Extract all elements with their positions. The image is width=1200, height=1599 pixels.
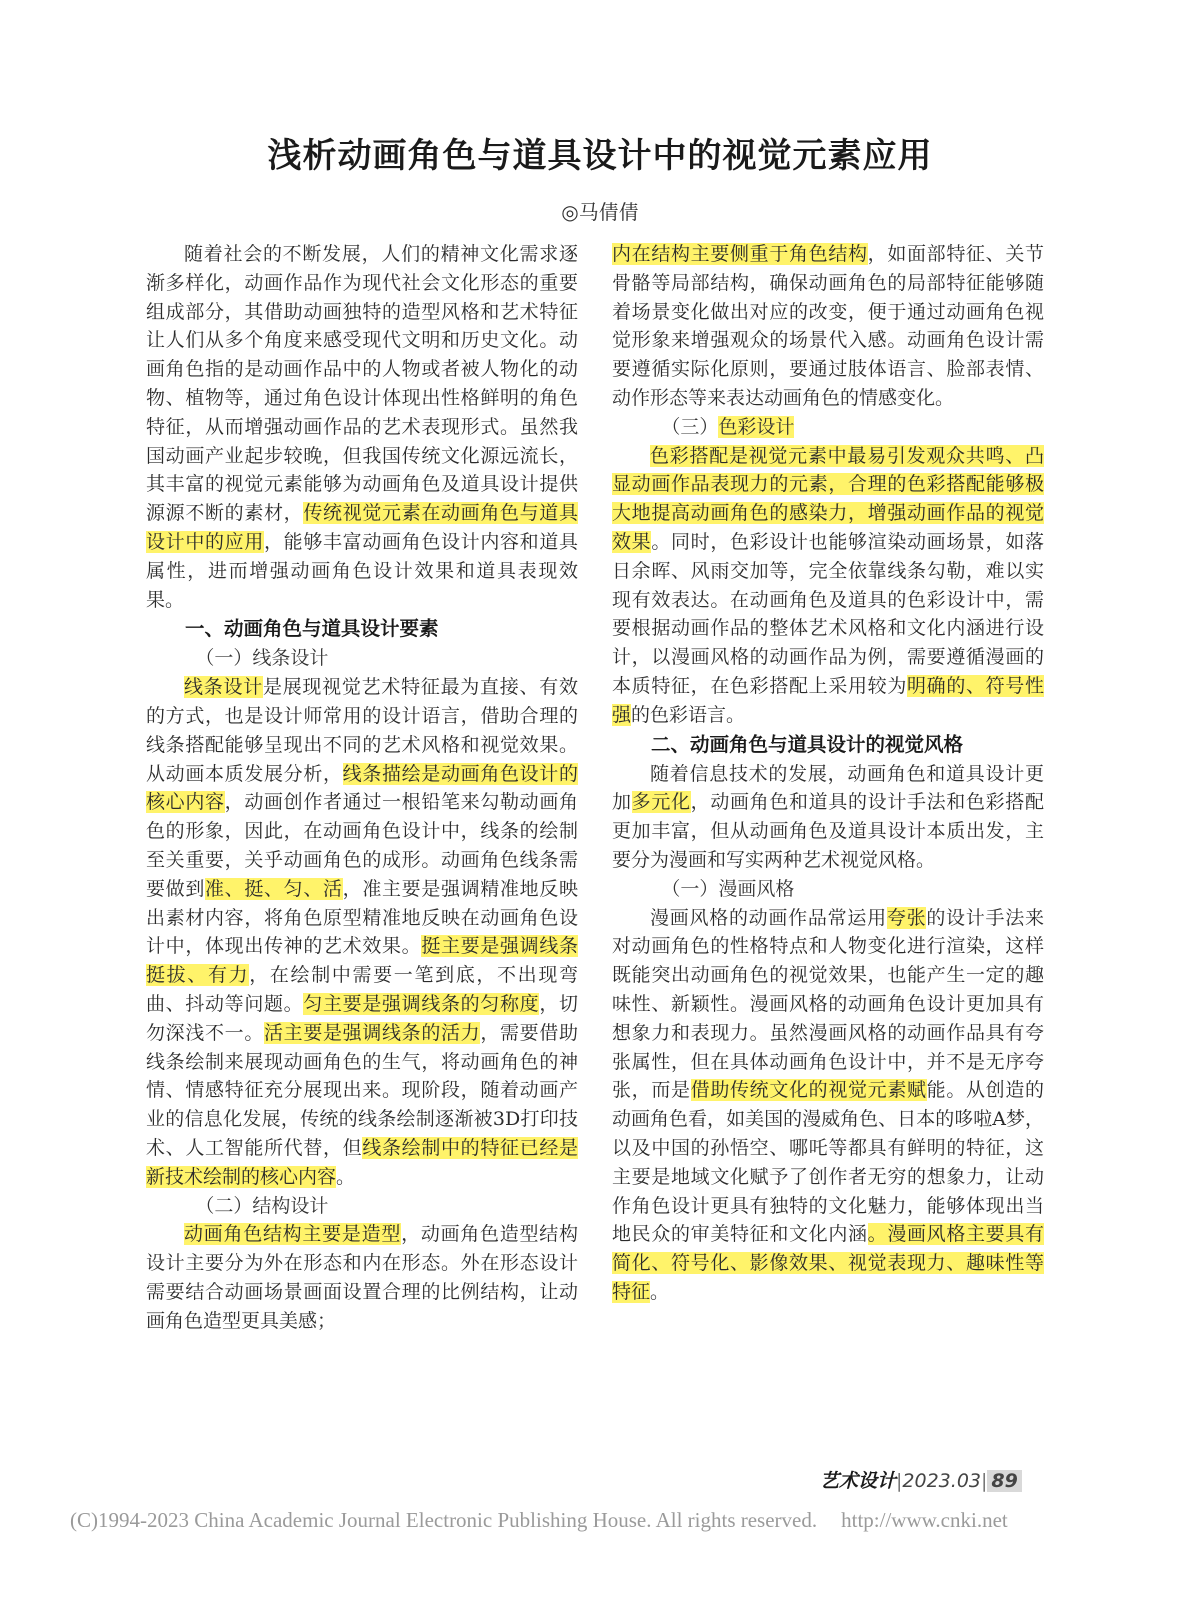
journal-separator: | bbox=[896, 1470, 903, 1492]
paragraph-structure-continued: 内在结构主要侧重于角色结构，如面部特征、关节骨骼等局部结构，确保动画角色的局部特征能够随着场景变化做出对应的改变，便于通过动画角色视觉形象来增强观众的场景代入感。动画角色设计需要遵循实际化原则，要通过肢体语言、脸部表情、动作形态等来表达动画角色的情感变化。 bbox=[612, 243, 1044, 409]
highlight: 明确的、符号性强 bbox=[612, 674, 1044, 726]
section-heading-1: 一、动画角色与道具设计要素 bbox=[185, 617, 439, 641]
highlight: 。漫画风格主要具有简化、符号化、影像效果、视觉表现力、趣味性等特征 bbox=[612, 1223, 1044, 1303]
paragraph-visual-style: 随着信息技术的发展，动画角色和道具设计更加多元化，动画角色和道具的设计手法和色彩搭配更加丰富，但从动画角色及道具设计本质出发，主要分为漫画和写实两种艺术视觉风格。 bbox=[612, 762, 1044, 871]
highlight: 挺主要是强调线条挺拔、有力 bbox=[146, 935, 578, 987]
subsection-heading-structure: （二）结构设计 bbox=[195, 1194, 329, 1217]
journal-issue-date: 2023.03 bbox=[902, 1470, 981, 1492]
highlight: 匀主要是强调线条的匀称度 bbox=[303, 992, 540, 1015]
highlight: 活主要是强调线条的活力 bbox=[264, 1021, 481, 1044]
article-title: 浅析动画角色与道具设计中的视觉元素应用 bbox=[267, 136, 933, 176]
subsection-heading-lines: （一）线条设计 bbox=[195, 647, 329, 670]
paragraph-line-design: 线条设计是展现视觉艺术特征最为直接、有效的方式，也是设计师常用的设计语言，借助合理的线条搭配能够呈现出不同的艺术风格和视觉效果。从动画本质发展分析，线条描绘是动画角色设计的核心内容，动画创作者通过一根铅笔来勾勒动画角色的形象，因此，在动画角色设计中，线条的绘制至关重要，关乎动画角色的成形。动画角色线条需要做到准、挺、匀、活，准主要是强调精准地反映出素材内容，将角色原型精准地反映在动画角色设计中，体现出传神的艺术效果。挺主要是强调线条挺拔、有力，在绘制中需要一笔到底，不出现弯曲、抖动等问题。匀主要是强调线条的匀称度，切勿深浅不一。活主要是强调线条的活力，需要借助线条绘制来展现动画角色的生气，将动画角色的神情、情感特征充分展现出来。现阶段，随着动画产业的信息化发展，传统的线条绘制逐渐被3D打印技术、人工智能所代替，但线条绘制中的特征已经是新技术绘制的核心内容。 bbox=[146, 676, 578, 1188]
paragraph-comic-style: 漫画风格的动画作品常运用夸张的设计手法来对动画角色的性格特点和人物变化进行渲染，这样既能突出动画角色的视觉效果，也能产生一定的趣味性、新颖性。漫画风格的动画角色设计更加具有想象力和表现力。虽然漫画风格的动画作品具有夸张属性，但在具体动画角色设计中，并不是无序夸张，而是借助传统文化的视觉元素赋能。从创造的动画角色看，如美国的漫威角色、日本的哆啦A梦，以及中国的孙悟空、哪吒等都具有鲜明的特征，这主要是地域文化赋予了创作者无穷的想象力，让动作角色设计更具有独特的文化魅力，能够体现出当地民众的审美特征和文化内涵。漫画风格主要具有简化、符号化、影像效果、视觉表现力、趣味性等特征。 bbox=[612, 906, 1044, 1303]
highlight: 准、挺、匀、活 bbox=[205, 877, 343, 900]
highlight: 线条设计 bbox=[184, 676, 263, 699]
highlight: 色彩搭配是视觉元素中最易引发观众共鸣、凸显动画作品表现力的元素，合理的色彩搭配能够极大地提高动画角色的感染力，增强动画作品的视觉效果 bbox=[612, 444, 1044, 553]
copyright-footer bbox=[70, 1508, 1130, 1533]
author-byline: ◎马倩倩 bbox=[561, 200, 639, 224]
highlight: 多元化 bbox=[631, 791, 691, 814]
page-number: 89 bbox=[987, 1470, 1021, 1492]
right-column bbox=[612, 240, 1044, 1307]
subsection-heading-comic: （一）漫画风格 bbox=[661, 877, 795, 900]
journal-info: 艺术设计|2023.03| 89 bbox=[820, 1466, 1022, 1493]
highlight: 线条绘制中的特征已经是新技术绘制的核心内容 bbox=[146, 1136, 578, 1188]
intro-paragraph: 随着社会的不断发展，人们的精神文化需求逐渐多样化，动画作品作为现代社会文化形态的重要组成部分，其借助动画独特的造型风格和艺术特征让人们从多个角度来感受现代文明和历史文化。动画角色指的是动画作品中的人物或者被人物化的动物、植物等，通过角色设计体现出性格鲜明的角色特征，从而增强动画作品的艺术表现形式。虽然我国动画产业起步较晚，但我国传统文化源远流长，其丰富的视觉元素能够为动画角色及道具设计提供源源不断的素材，传统视觉元素在动画角色与道具设计中的应用，能够丰富动画角色设计内容和道具属性，进而增强动画角色设计效果和道具表现效果。 bbox=[146, 243, 578, 611]
journal-name: 艺术设计 bbox=[820, 1470, 897, 1492]
highlight: 色彩设计 bbox=[718, 415, 795, 438]
highlight: 传统视觉元素在动画角色与道具设计中的应用 bbox=[146, 502, 578, 553]
highlight: 借助传统文化的视觉元素赋 bbox=[690, 1079, 927, 1102]
highlight: 线条描绘是动画角色设计的核心内容 bbox=[146, 762, 578, 814]
highlight: 动画角色结构主要是造型 bbox=[184, 1223, 402, 1246]
left-column bbox=[146, 240, 578, 1335]
footer-url: http://www.cnki.net bbox=[841, 1508, 1008, 1532]
section-heading-2: 二、动画角色与道具设计的视觉风格 bbox=[651, 732, 964, 756]
highlight: 内在结构主要侧重于角色结构 bbox=[612, 243, 868, 265]
subsection-heading-color: （三）色彩设计 bbox=[661, 415, 795, 438]
highlight: 夸张 bbox=[886, 906, 927, 929]
copyright-text: (C)1994-2023 China Academic Journal Electronic Publishing House. All rights reserved. bbox=[70, 1508, 818, 1532]
paragraph-color-design: 色彩搭配是视觉元素中最易引发观众共鸣、凸显动画作品表现力的元素，合理的色彩搭配能够极大地提高动画角色的感染力，增强动画作品的视觉效果。同时，色彩设计也能够渲染动画场景，如落日余晖、风雨交加等，完全依靠线条勾勒，难以实现有效表达。在动画角色及道具的色彩设计中，需要根据动画作品的整体艺术风格和文化内涵进行设计，以漫画风格的动画作品为例，需要遵循漫画的本质特征，在色彩搭配上采用较为明确的、符号性强的色彩语言。 bbox=[612, 444, 1044, 726]
paragraph-structure-design: 动画角色结构主要是造型，动画角色造型结构设计主要分为外在形态和内在形态。外在形态设计需要结合动画场景画面设置合理的比例结构，让动画角色造型更具美感； bbox=[146, 1223, 578, 1332]
